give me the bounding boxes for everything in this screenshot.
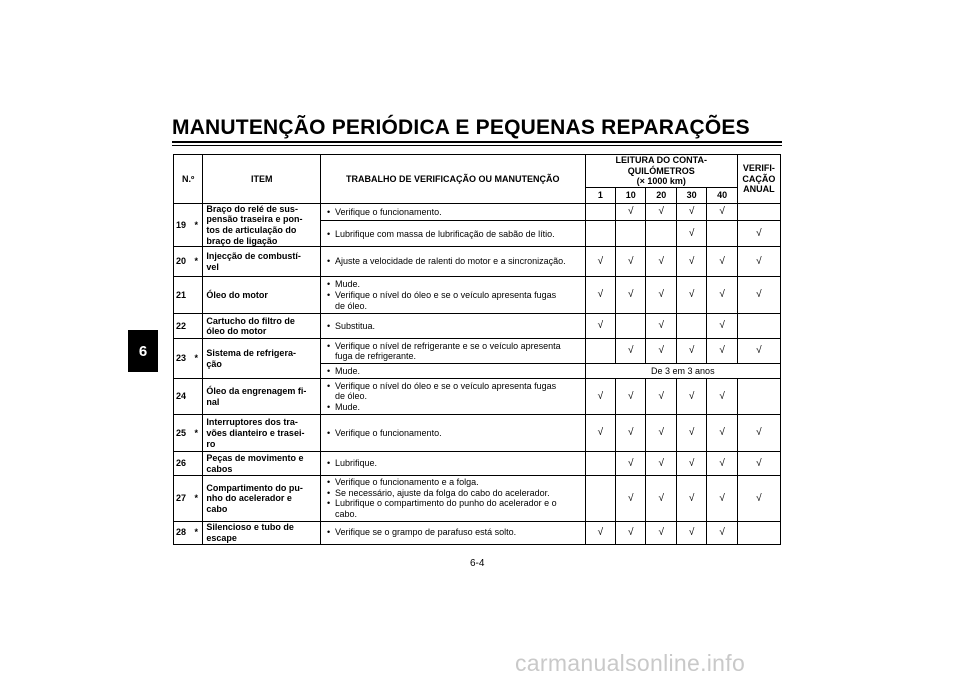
- check-cell-km-20: √: [646, 277, 676, 314]
- item-name-text: Cartucho do filtro de óleo do motor: [206, 315, 295, 337]
- table-row: [174, 203, 781, 221]
- check-cell-km-40: √: [707, 339, 738, 364]
- dealer-mark: *: [195, 521, 203, 544]
- work-step: • Mude.: [335, 279, 581, 290]
- title-rule-thin: [172, 145, 782, 146]
- work-description: [321, 339, 586, 364]
- check-cell-km-40: √: [707, 415, 738, 452]
- table-row: [174, 314, 781, 339]
- check-cell-annual: √: [737, 415, 780, 452]
- check-cell-km-30: √: [676, 452, 706, 476]
- work-step: • Se necessário, ajuste da folga do cabo do acelerador.: [335, 488, 581, 499]
- work-step: • Lubrifique o compartimento do punho do acelerador e o cabo.: [335, 498, 581, 519]
- work-description: [321, 364, 586, 379]
- check-cell-annual: √: [737, 339, 780, 364]
- title-rule: [172, 141, 782, 143]
- check-cell-km-30: √: [676, 221, 706, 247]
- work-list: [325, 527, 581, 538]
- header-item: ITEM: [203, 155, 321, 204]
- item-name: [203, 379, 321, 415]
- item-number: 19: [174, 203, 195, 246]
- check-cell-km-10: √: [616, 203, 646, 221]
- work-list: [325, 256, 581, 267]
- check-cell-km-20: √: [646, 415, 676, 452]
- check-cell-annual: [737, 379, 780, 415]
- work-step: • Verifique o funcionamento.: [335, 428, 581, 439]
- item-name-text: Interruptores dos tra- vões dianteiro e trasei- ro: [206, 417, 305, 449]
- work-list: [325, 366, 581, 377]
- work-step: • Verifique o nível de refrigerante e se o veículo apresenta fuga de refrigerante.: [335, 341, 581, 362]
- check-cell-km-20: √: [646, 247, 676, 277]
- check-cell-km-30: √: [676, 521, 706, 544]
- check-cell-km-10: √: [616, 452, 646, 476]
- check-cell-km-10: [616, 314, 646, 339]
- item-name-text: Braço do relé de sus- pensão traseira e pon- tos de articulação do braço de ligação: [206, 203, 303, 246]
- check-cell-km-30: √: [676, 247, 706, 277]
- check-cell-annual: √: [737, 277, 780, 314]
- work-step: • Verifique se o grampo de parafuso está solto.: [335, 527, 581, 538]
- table-body: [174, 203, 781, 544]
- item-name: [203, 277, 321, 314]
- item-name: [203, 476, 321, 521]
- check-cell-km-1: [585, 476, 615, 521]
- item-number: 22: [174, 314, 195, 339]
- work-step: • Verifique o nível do óleo e se o veículo apresenta fugas de óleo.: [335, 381, 581, 402]
- check-cell-annual: [737, 203, 780, 221]
- check-cell-km-20: √: [646, 379, 676, 415]
- item-name-text: Injecção de combustí- vel: [206, 251, 301, 272]
- check-cell-km-20: √: [646, 476, 676, 521]
- item-name: [203, 521, 321, 544]
- check-cell-km-10: [616, 221, 646, 247]
- item-number: 24: [174, 379, 195, 415]
- check-cell-km-10: √: [616, 277, 646, 314]
- watermark-logo: carmanualsonline.info: [515, 650, 746, 676]
- work-list: [325, 381, 581, 413]
- check-cell-km-40: √: [707, 379, 738, 415]
- check-cell-km-20: [646, 221, 676, 247]
- check-cell-km-40: [707, 221, 738, 247]
- work-list: [325, 428, 581, 439]
- check-cell-km-1: √: [585, 277, 615, 314]
- check-cell-annual: √: [737, 452, 780, 476]
- work-description: [321, 314, 586, 339]
- table-row: [174, 277, 781, 314]
- item-name-text: Óleo da engrenagem fi- nal: [206, 386, 307, 407]
- check-cell-km-10: √: [616, 415, 646, 452]
- header-no: N.º: [174, 155, 203, 204]
- header-km-40: 40: [707, 187, 738, 203]
- table-row: [174, 339, 781, 364]
- header-odometer-label: LEITURA DO CONTA-QUILÓMETROS: [615, 155, 707, 176]
- work-description: [321, 476, 586, 521]
- work-list: [325, 229, 581, 240]
- page-number: 6-4: [470, 558, 485, 569]
- check-cell-km-10: √: [616, 476, 646, 521]
- check-cell-km-20: √: [646, 314, 676, 339]
- table-row: [174, 415, 781, 452]
- header-work: TRABALHO DE VERIFICAÇÃO OU MANUTENÇÃO: [321, 155, 586, 204]
- dealer-mark: [195, 314, 203, 339]
- work-description: [321, 521, 586, 544]
- item-number: 26: [174, 452, 195, 476]
- check-cell-km-10: √: [616, 521, 646, 544]
- check-cell-km-30: √: [676, 203, 706, 221]
- check-cell-annual: √: [737, 476, 780, 521]
- header-km-10: 10: [616, 187, 646, 203]
- check-cell-annual: [737, 314, 780, 339]
- interval-note: De 3 em 3 anos: [585, 364, 780, 379]
- header-km-1: 1: [585, 187, 615, 203]
- header-odometer: [585, 155, 737, 188]
- check-cell-km-40: √: [707, 277, 738, 314]
- check-cell-km-20: √: [646, 521, 676, 544]
- check-cell-km-20: √: [646, 452, 676, 476]
- check-cell-km-40: √: [707, 314, 738, 339]
- header-odometer-unit: (× 1000 km): [636, 176, 686, 187]
- check-cell-km-1: [585, 203, 615, 221]
- check-cell-km-20: √: [646, 339, 676, 364]
- check-cell-km-1: [585, 339, 615, 364]
- item-name-text: Compartimento do pu- nho do acelerador e cabo: [206, 482, 303, 514]
- work-step: • Substitua.: [335, 321, 581, 332]
- header-annual: VERIFI- CAÇÃO ANUAL: [737, 155, 780, 204]
- work-description: [321, 221, 586, 247]
- dealer-mark: [195, 277, 203, 314]
- check-cell-km-1: √: [585, 314, 615, 339]
- table-row: [174, 247, 781, 277]
- item-name: [203, 247, 321, 277]
- work-step: • Ajuste a velocidade de ralenti do motor e a sincronização.: [335, 256, 581, 267]
- check-cell-km-40: √: [707, 452, 738, 476]
- check-cell-km-30: √: [676, 339, 706, 364]
- check-cell-km-30: [676, 314, 706, 339]
- table-row: [174, 521, 781, 544]
- dealer-mark: *: [195, 247, 203, 277]
- item-name-text: Silencioso e tubo de escape: [206, 522, 294, 543]
- work-step: • Mude.: [335, 402, 581, 413]
- item-name: [203, 415, 321, 452]
- work-description: [321, 415, 586, 452]
- item-number: 21: [174, 277, 195, 314]
- check-cell-km-30: √: [676, 415, 706, 452]
- dealer-mark: [195, 379, 203, 415]
- check-cell-annual: √: [737, 247, 780, 277]
- work-description: [321, 452, 586, 476]
- item-name: [203, 452, 321, 476]
- check-cell-km-1: [585, 221, 615, 247]
- table-row: [174, 476, 781, 521]
- item-number: 28: [174, 521, 195, 544]
- work-list: [325, 279, 581, 311]
- check-cell-km-1: √: [585, 247, 615, 277]
- check-cell-km-1: [585, 452, 615, 476]
- work-step: • Lubrifique com massa de lubrificação de sabão de lítio.: [335, 229, 581, 240]
- check-cell-km-30: √: [676, 379, 706, 415]
- check-cell-km-40: √: [707, 203, 738, 221]
- check-cell-km-40: √: [707, 247, 738, 277]
- item-name-text: Óleo do motor: [206, 289, 268, 300]
- dealer-mark: [195, 452, 203, 476]
- item-name-text: Sistema de refrigera- ção: [206, 348, 296, 369]
- check-cell-km-20: √: [646, 203, 676, 221]
- table-row: [174, 379, 781, 415]
- check-cell-km-1: √: [585, 379, 615, 415]
- check-cell-km-1: √: [585, 415, 615, 452]
- check-cell-km-30: √: [676, 277, 706, 314]
- work-description: [321, 247, 586, 277]
- dealer-mark: *: [195, 203, 203, 246]
- check-cell-km-1: √: [585, 521, 615, 544]
- dealer-mark: *: [195, 476, 203, 521]
- check-cell-km-10: √: [616, 247, 646, 277]
- work-list: [325, 207, 581, 218]
- item-number: 23: [174, 339, 195, 379]
- check-cell-km-10: √: [616, 339, 646, 364]
- dealer-mark: *: [195, 339, 203, 379]
- table-row: [174, 452, 781, 476]
- work-list: [325, 458, 581, 469]
- work-step: • Verifique o funcionamento e a folga.: [335, 477, 581, 488]
- work-step: • Mude.: [335, 366, 581, 377]
- check-cell-km-10: √: [616, 379, 646, 415]
- check-cell-km-30: √: [676, 476, 706, 521]
- page-title: MANUTENÇÃO PERIÓDICA E PEQUENAS REPARAÇÕES: [172, 116, 750, 139]
- work-step: • Lubrifique.: [335, 458, 581, 469]
- item-number: 25: [174, 415, 195, 452]
- check-cell-km-40: √: [707, 521, 738, 544]
- check-cell-annual: √: [737, 221, 780, 247]
- check-cell-annual: [737, 521, 780, 544]
- work-list: [325, 341, 581, 362]
- header-km-30: 30: [676, 187, 706, 203]
- check-cell-km-40: √: [707, 476, 738, 521]
- item-number: 20: [174, 247, 195, 277]
- item-name: [203, 203, 321, 246]
- item-name-text: Peças de movimento e cabos: [206, 453, 304, 474]
- work-list: [325, 477, 581, 519]
- work-description: [321, 203, 586, 221]
- dealer-mark: *: [195, 415, 203, 452]
- item-name: [203, 314, 321, 339]
- work-step: • Verifique o funcionamento.: [335, 207, 581, 218]
- item-number: 27: [174, 476, 195, 521]
- item-name: [203, 339, 321, 379]
- work-list: [325, 321, 581, 332]
- work-description: [321, 277, 586, 314]
- chapter-tab: 6: [128, 330, 158, 372]
- header-km-20: 20: [646, 187, 676, 203]
- work-description: [321, 379, 586, 415]
- maintenance-table: [173, 154, 781, 545]
- work-step: • Verifique o nível do óleo e se o veículo apresenta fugas de óleo.: [335, 290, 581, 311]
